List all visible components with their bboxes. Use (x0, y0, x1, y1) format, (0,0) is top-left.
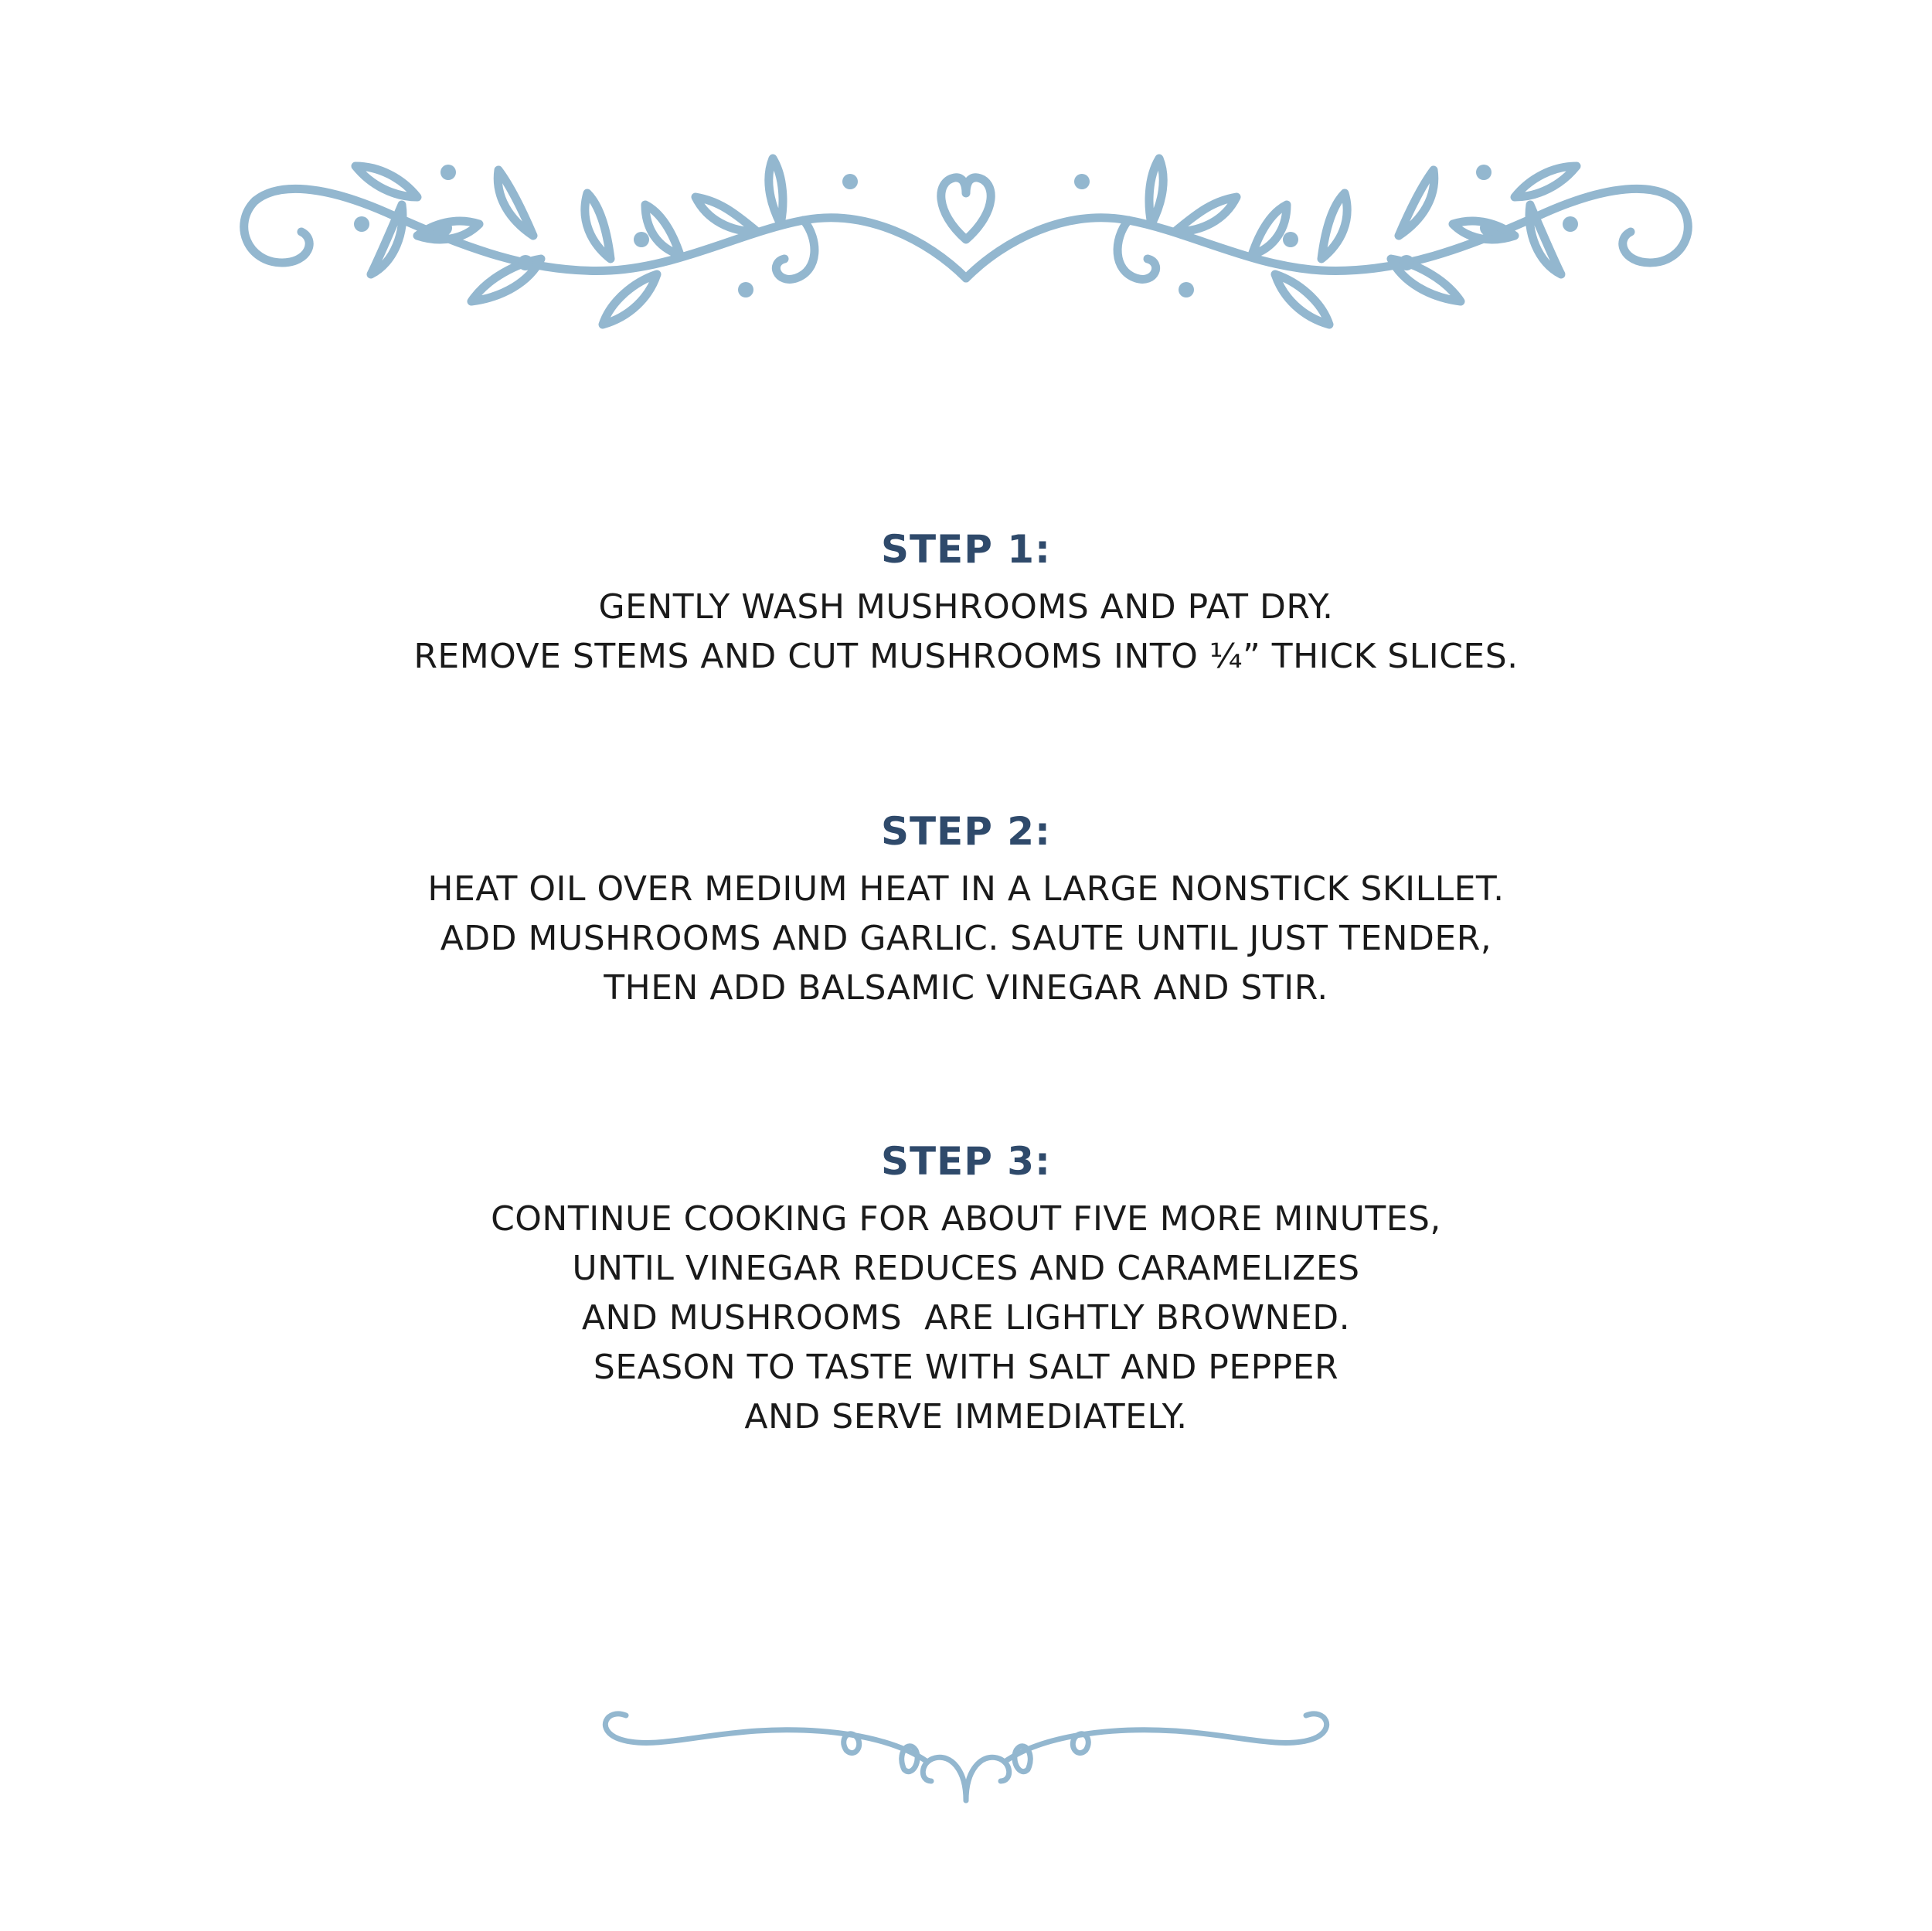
step-3-line-2: UNTIL VINEGAR REDUCES AND CARAMELIZES (572, 1249, 1360, 1288)
step-1-heading: STEP 1: (880, 527, 1052, 572)
step-1-instructions (0, 583, 1932, 682)
step-1-line-2: REMOVE STEMS AND CUT MUSHROOMS INTO ¼” THICK SLICES. (413, 637, 1519, 676)
step-1-line-1: GENTLY WASH MUSHROOMS AND PAT DRY. (598, 587, 1334, 627)
top-flourish-ornament (0, 116, 1932, 348)
swirl-flourish-icon (0, 1685, 1932, 1824)
step-2-line-1: HEAT OIL OVER MEDIUM HEAT IN A LARGE NONSTICK SKILLET. (427, 869, 1505, 909)
vine-heart-flourish-icon (0, 116, 1932, 348)
step-3-instructions (0, 1195, 1932, 1442)
step-2-line-2: ADD MUSHROOMS AND GARLIC. SAUTE UNTIL JUST TENDER, (440, 919, 1492, 958)
step-2-heading: STEP 2: (880, 809, 1052, 854)
step-2-section (0, 806, 1932, 1013)
bottom-flourish-ornament (0, 1685, 1932, 1824)
step-3-line-4: SEASON TO TASTE WITH SALT AND PEPPER (593, 1348, 1339, 1387)
step-3-line-5: AND SERVE IMMEDIATELY. (744, 1397, 1188, 1436)
step-2-line-3: THEN ADD BALSAMIC VINEGAR AND STIR. (604, 968, 1328, 1008)
step-2-instructions (0, 865, 1932, 1013)
step-1-section (0, 524, 1932, 682)
step-3-line-3: AND MUSHROOMS ARE LIGHTLY BROWNED. (581, 1298, 1351, 1338)
step-3-heading: STEP 3: (880, 1139, 1052, 1184)
step-3-section (0, 1136, 1932, 1442)
step-3-line-1: CONTINUE COOKING FOR ABOUT FIVE MORE MINUTES, (491, 1199, 1441, 1239)
